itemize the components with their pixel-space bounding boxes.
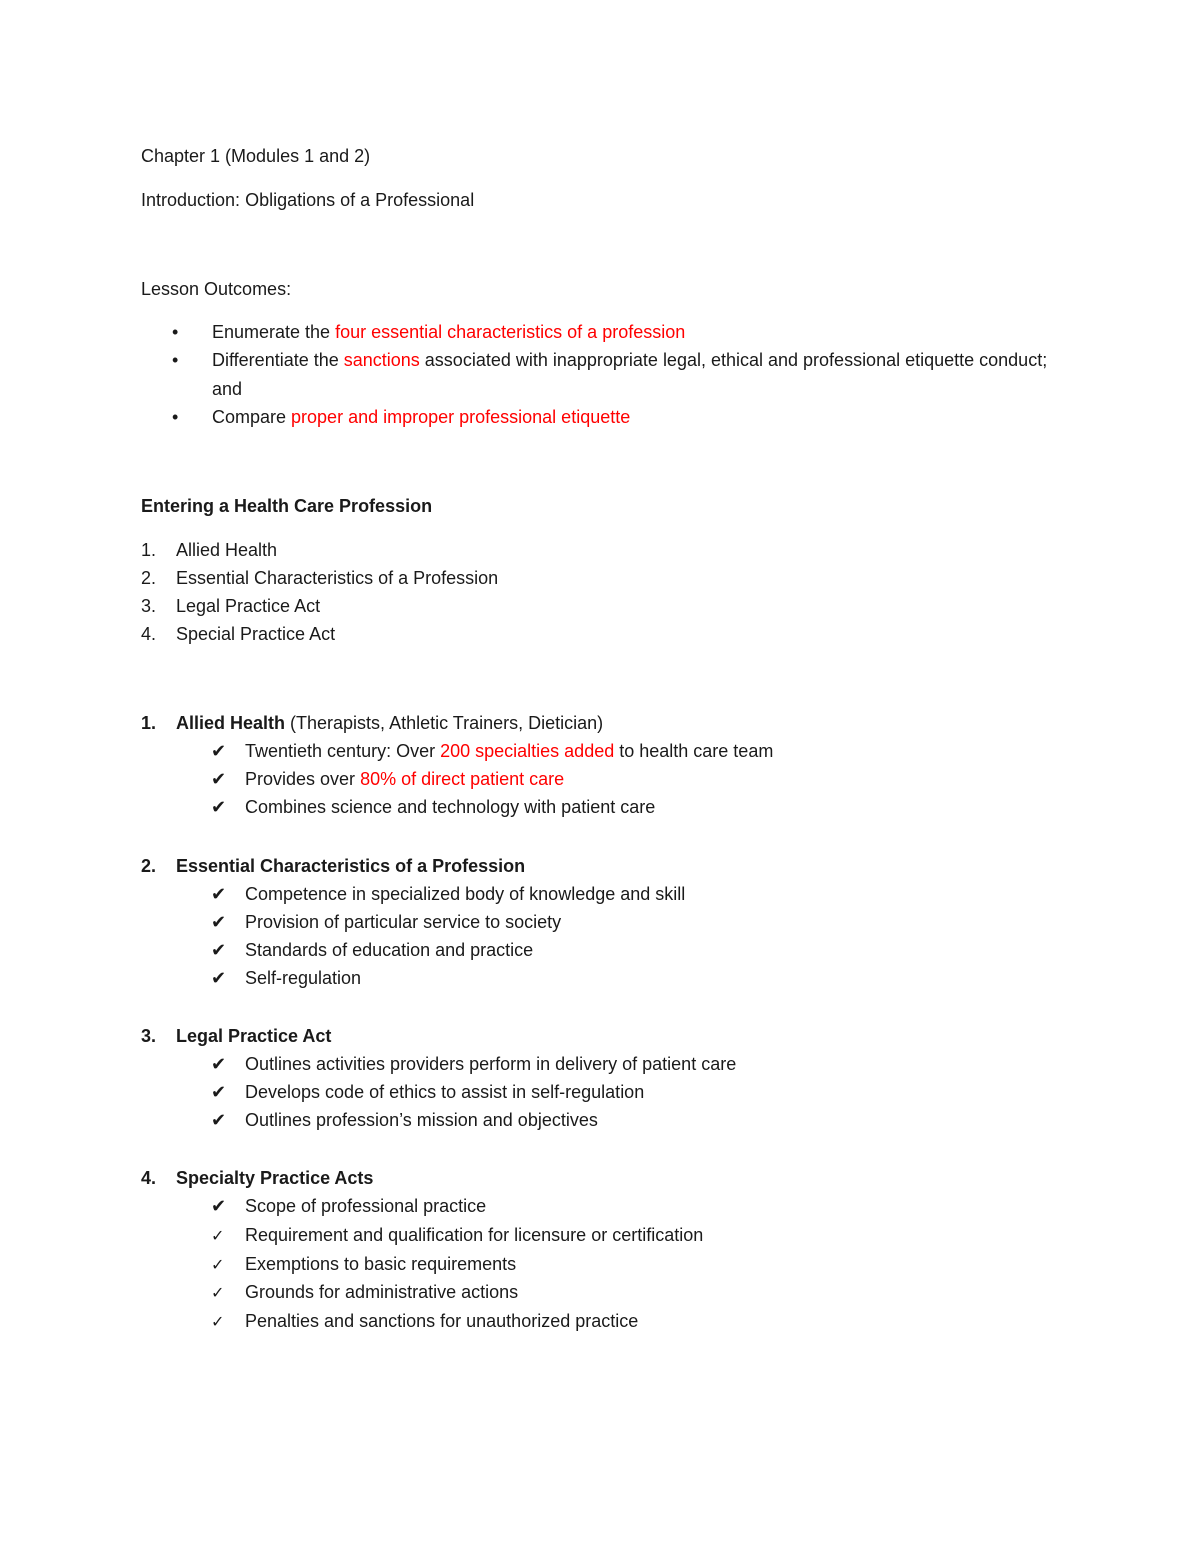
list-item: 3. Legal Practice Act — [141, 596, 321, 616]
entering-heading: Entering a Health Care Profession — [141, 496, 433, 516]
outcome-text: Compare proper and improper professional etiquette — [212, 407, 631, 427]
bullet-icon: • — [172, 322, 179, 342]
check-list-item: ✔ Combines science and technology with patient care — [211, 793, 655, 822]
check-list-item: ✔ Self-regulation — [211, 964, 361, 993]
checkmark-icon: ✓ — [211, 1312, 225, 1331]
list-item: 4. Special Practice Act — [141, 624, 336, 644]
section-heading: 3. Legal Practice Act — [141, 1026, 332, 1046]
outcome-item — [172, 403, 1072, 432]
checkmark-icon: ✔ — [211, 1082, 227, 1103]
bullet-icon: • — [172, 350, 179, 370]
list-item: 1. Allied Health — [141, 540, 278, 560]
checkmark-icon: ✔ — [211, 1110, 227, 1131]
intro-title: Introduction: Obligations of a Professional — [141, 190, 475, 210]
checkmark-icon: ✔ — [211, 968, 227, 989]
check-list-item: ✔ Standards of education and practice — [211, 936, 533, 965]
checkmark-icon: ✔ — [211, 769, 227, 790]
check-list-item: ✔ Outlines profession’s mission and objectives — [211, 1106, 598, 1135]
check-list-item: ✔ Provision of particular service to society — [211, 908, 561, 937]
check-list-item: ✓ Exemptions to basic requirements — [211, 1250, 516, 1279]
check-list-item: ✓ Grounds for administrative actions — [211, 1278, 518, 1307]
check-list-item: ✔ Develops code of ethics to assist in self-regulation — [211, 1078, 644, 1107]
section-heading: 2. Essential Characteristics of a Profession — [141, 856, 526, 876]
checkmark-icon: ✓ — [211, 1226, 225, 1245]
list-item: 2. Essential Characteristics of a Profession — [141, 568, 499, 588]
checkmark-icon: ✔ — [211, 741, 227, 762]
section-heading: 1. Allied Health (Therapists, Athletic Trainers, Dietician) — [141, 713, 604, 733]
check-list-item: ✔ Provides over 80% of direct patient care — [211, 765, 564, 794]
check-list-item: ✔ Twentieth century: Over 200 specialties added to health care team — [211, 737, 773, 766]
checkmark-icon: ✔ — [211, 912, 227, 933]
check-list-item: ✔ Scope of professional practice — [211, 1192, 486, 1221]
outcomes-heading: Lesson Outcomes: — [141, 279, 292, 299]
checkmark-icon: ✔ — [211, 1196, 227, 1217]
checkmark-icon: ✔ — [211, 797, 227, 818]
checkmark-icon: ✔ — [211, 940, 227, 961]
chapter-title: Chapter 1 (Modules 1 and 2) — [141, 146, 371, 166]
check-list-item: ✓ Requirement and qualification for licensure or certification — [211, 1221, 703, 1250]
outcome-item — [172, 318, 1072, 347]
check-list-item: ✓ Penalties and sanctions for unauthorized practice — [211, 1307, 638, 1336]
bullet-icon: • — [172, 407, 179, 427]
outcome-item — [172, 346, 1072, 403]
section-heading: 4. Specialty Practice Acts — [141, 1168, 374, 1188]
checkmark-icon: ✓ — [211, 1283, 225, 1302]
checkmark-icon: ✓ — [211, 1255, 225, 1274]
check-list-item: ✔ Competence in specialized body of knowledge and skill — [211, 880, 685, 909]
checkmark-icon: ✔ — [211, 1054, 227, 1075]
checkmark-icon: ✔ — [211, 884, 227, 905]
outcome-text: Enumerate the four essential characteristics of a profession — [212, 322, 686, 342]
check-list-item: ✔ Outlines activities providers perform in delivery of patient care — [211, 1050, 736, 1079]
outcome-text: Differentiate the sanctions associated with inappropriate legal, ethical and professional etiquette conduct; and — [212, 350, 1048, 399]
